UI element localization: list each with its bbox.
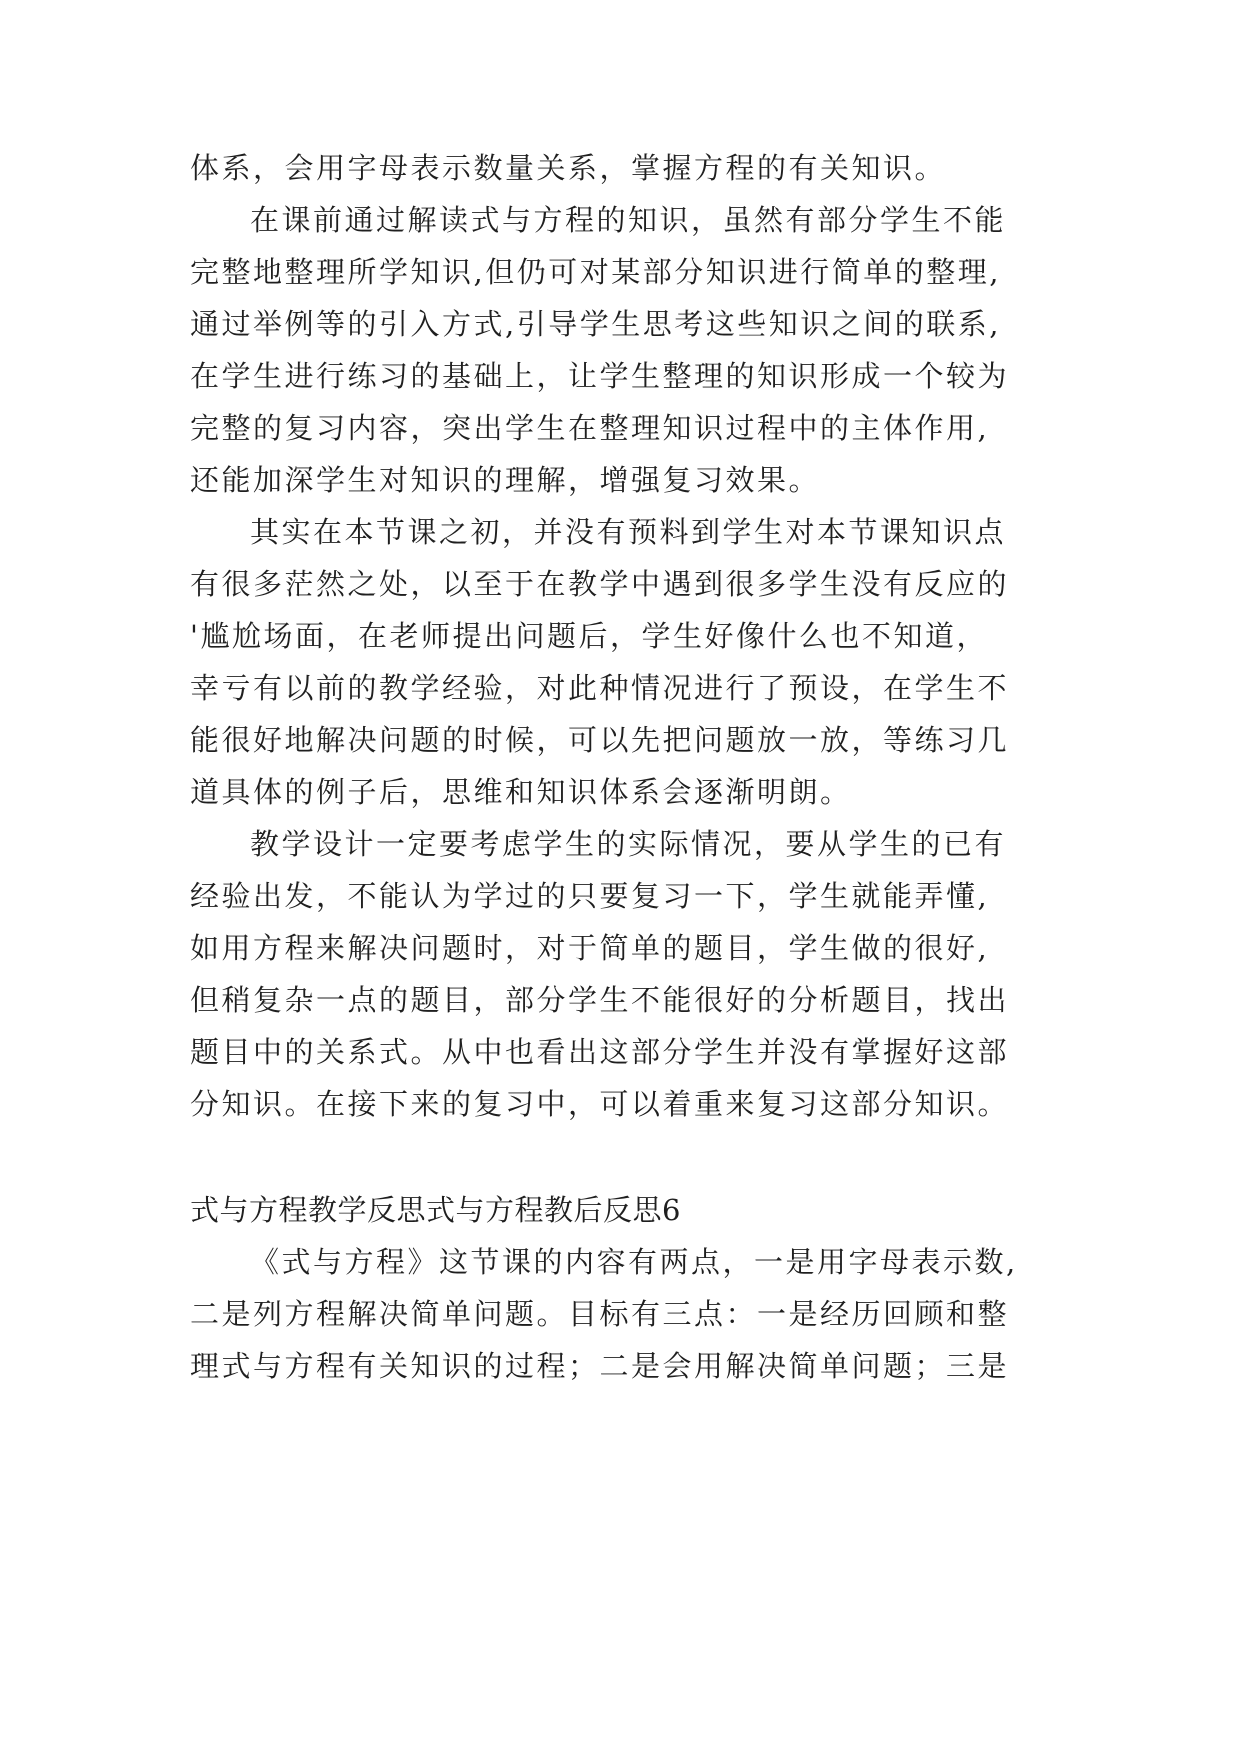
paragraph-line: 分知识。在接下来的复习中，可以着重来复习这部分知识。 [190, 1087, 1010, 1121]
paragraph-line: 如用方程来解决问题时，对于简单的题目，学生做的很好, [190, 931, 990, 965]
paragraph-line: 道具体的例子后，思维和知识体系会逐渐明朗。 [190, 775, 852, 809]
paragraph-line: 幸亏有以前的教学经验，对此种情况进行了预设，在学生不 [190, 671, 1010, 705]
paragraph-line: 二是列方程解决简单问题。目标有三点：一是经历回顾和整 [190, 1297, 1010, 1331]
paragraph-line: 能很好地解决问题的时候，可以先把问题放一放，等练习几 [190, 723, 1010, 757]
paragraph-line: 完整的复习内容，突出学生在整理知识过程中的主体作用, [190, 411, 990, 445]
paragraph-line: '尴尬场面，在老师提出问题后，学生好像什么也不知道， [190, 619, 988, 653]
paragraph-line: 还能加深学生对知识的理解，增强复习效果。 [190, 463, 821, 497]
paragraph-line: 体系，会用字母表示数量关系，掌握方程的有关知识。 [190, 151, 947, 185]
paragraph-line: 经验出发，不能认为学过的只要复习一下，学生就能弄懂, [190, 879, 990, 913]
paragraph-line: 其实在本节课之初，并没有预料到学生对本节课知识点 [250, 515, 1007, 549]
paragraph-line: 在学生进行练习的基础上，让学生整理的知识形成一个较为 [190, 359, 1010, 393]
paragraph-line: 《式与方程》这节课的内容有两点，一是用字母表示数, [250, 1245, 1018, 1279]
paragraph-line: 有很多茫然之处，以至于在教学中遇到很多学生没有反应的 [190, 567, 1010, 601]
paragraph-line: 完整地整理所学知识,但仍可对某部分知识进行简单的整理, [190, 255, 1001, 289]
section-title: 式与方程教学反思式与方程教后反思6 [190, 1193, 681, 1227]
paragraph-line: 但稍复杂一点的题目，部分学生不能很好的分析题目，找出 [190, 983, 1010, 1017]
paragraph-line: 在课前通过解读式与方程的知识，虽然有部分学生不能 [250, 203, 1007, 237]
paragraph-line: 通过举例等的引入方式,引导学生思考这些知识之间的联系, [190, 307, 1001, 341]
paragraph-line: 教学设计一定要考虑学生的实际情况，要从学生的已有 [250, 827, 1007, 861]
paragraph-line: 理式与方程有关知识的过程；二是会用解决简单问题；三是 [190, 1349, 1010, 1383]
paragraph-line: 题目中的关系式。从中也看出这部分学生并没有掌握好这部 [190, 1035, 1010, 1069]
